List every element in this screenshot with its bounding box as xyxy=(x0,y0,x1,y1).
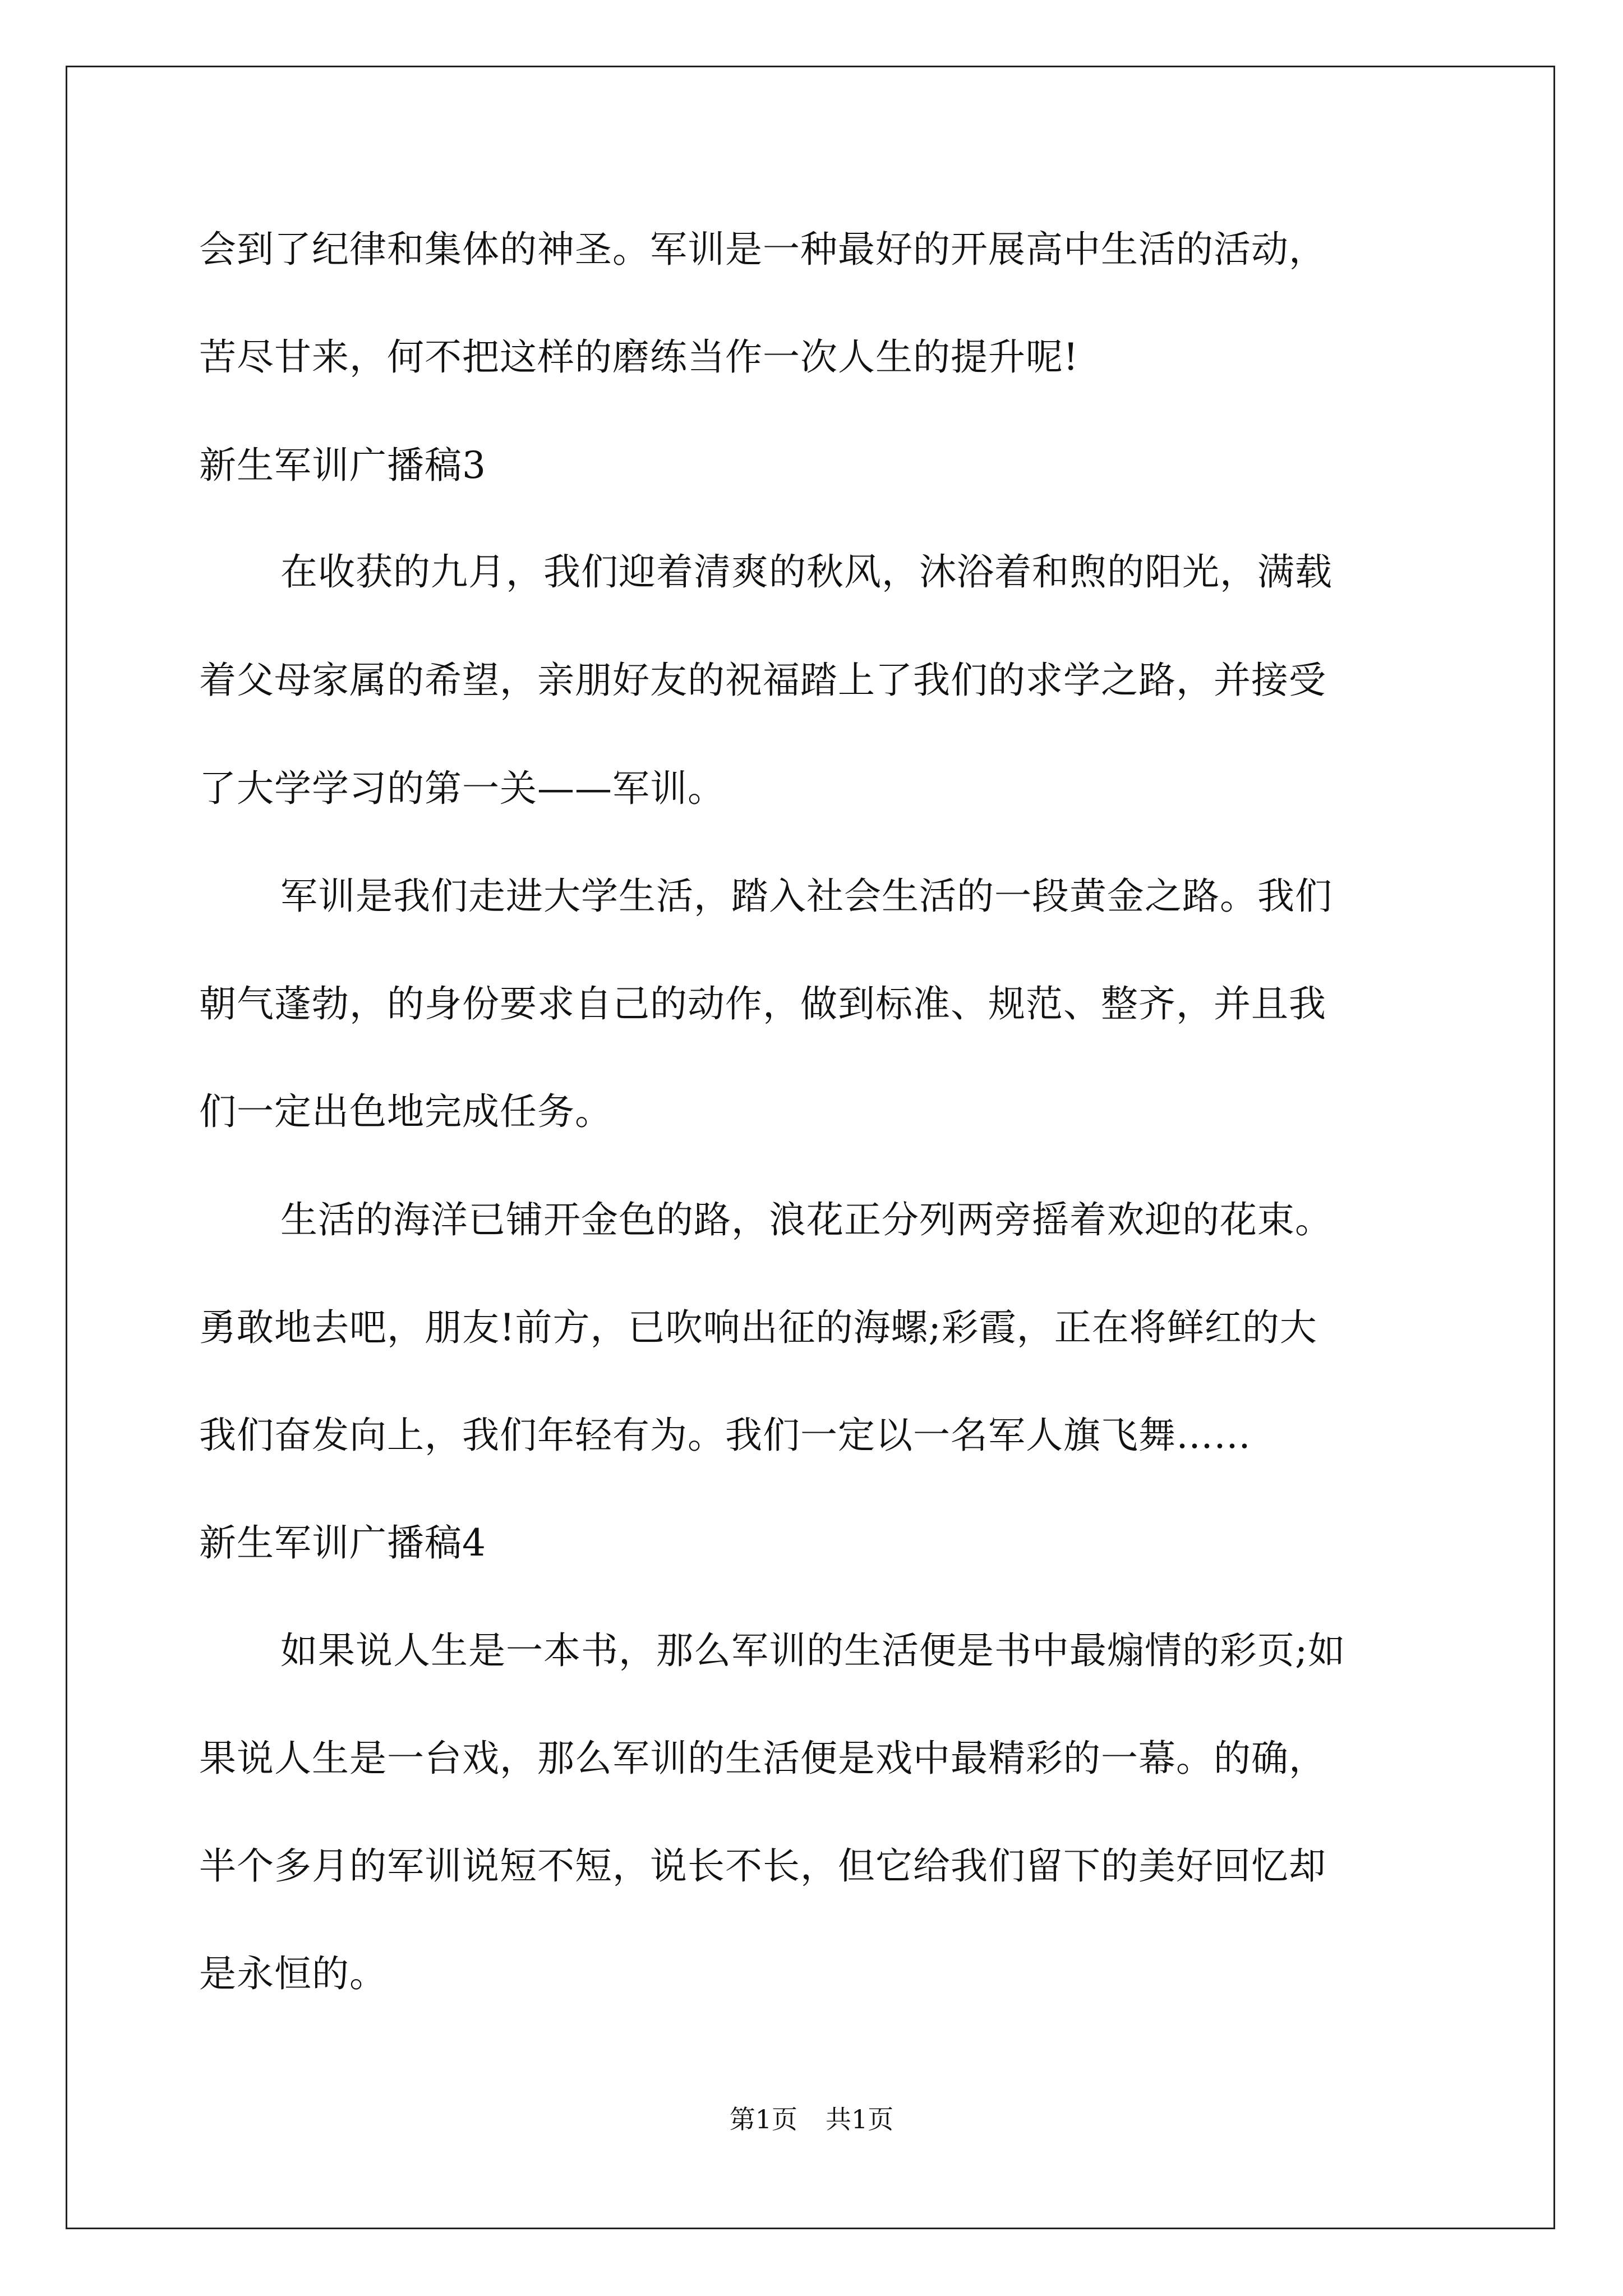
body-text-line: 着父母家属的希望，亲朋好友的祝福踏上了我们的求学之路，并接受 xyxy=(199,659,1326,702)
body-text-line: 是永恒的。 xyxy=(199,1952,387,1995)
body-text-line: 果说人生是一台戏，那么军训的生活便是戏中最精彩的一幕。的确， xyxy=(199,1737,1326,1780)
paragraph-first-line: 在收获的九月，我们迎着清爽的秋风，沐浴着和煦的阳光，满载 xyxy=(280,550,1332,593)
body-text-line: 朝气蓬勃，的身份要求自己的动作，做到标准、规范、整齐，并且我 xyxy=(199,982,1326,1025)
body-text-line: 们一定出色地完成任务。 xyxy=(199,1090,612,1133)
paragraph-first-line: 军训是我们走进大学生活，踏入社会生活的一段黄金之路。我们 xyxy=(280,875,1332,918)
page-border xyxy=(66,66,1555,2229)
body-text-line: 会到了纪律和集体的神圣。军训是一种最好的开展高中生活的活动， xyxy=(199,228,1326,271)
paragraph-first-line: 生活的海洋已铺开金色的路，浪花正分列两旁摇着欢迎的花束。 xyxy=(280,1198,1332,1241)
page-number: 第1页 xyxy=(729,2104,797,2134)
body-text-line: 了大学学习的第一关——军训。 xyxy=(199,767,725,810)
page-total: 共1页 xyxy=(826,2104,894,2134)
body-text-line: 勇敢地去吧，朋友!前方，已吹响出征的海螺;彩霞，正在将鲜红的大 xyxy=(199,1306,1317,1349)
body-text-line: 苦尽甘来，何不把这样的磨练当作一次人生的提升呢! xyxy=(199,335,1079,379)
body-text-line: 我们奋发向上，我们年轻有为。我们一定以一名军人旗飞舞…… xyxy=(199,1414,1251,1457)
section-heading: 新生军训广播稿3 xyxy=(199,444,486,487)
section-heading: 新生军训广播稿4 xyxy=(199,1521,486,1565)
page-footer xyxy=(0,2102,1623,2136)
body-text-line: 半个多月的军训说短不短，说长不长，但它给我们留下的美好回忆却 xyxy=(199,1844,1326,1888)
paragraph-first-line: 如果说人生是一本书，那么军训的生活便是书中最煽情的彩页;如 xyxy=(280,1629,1346,1672)
